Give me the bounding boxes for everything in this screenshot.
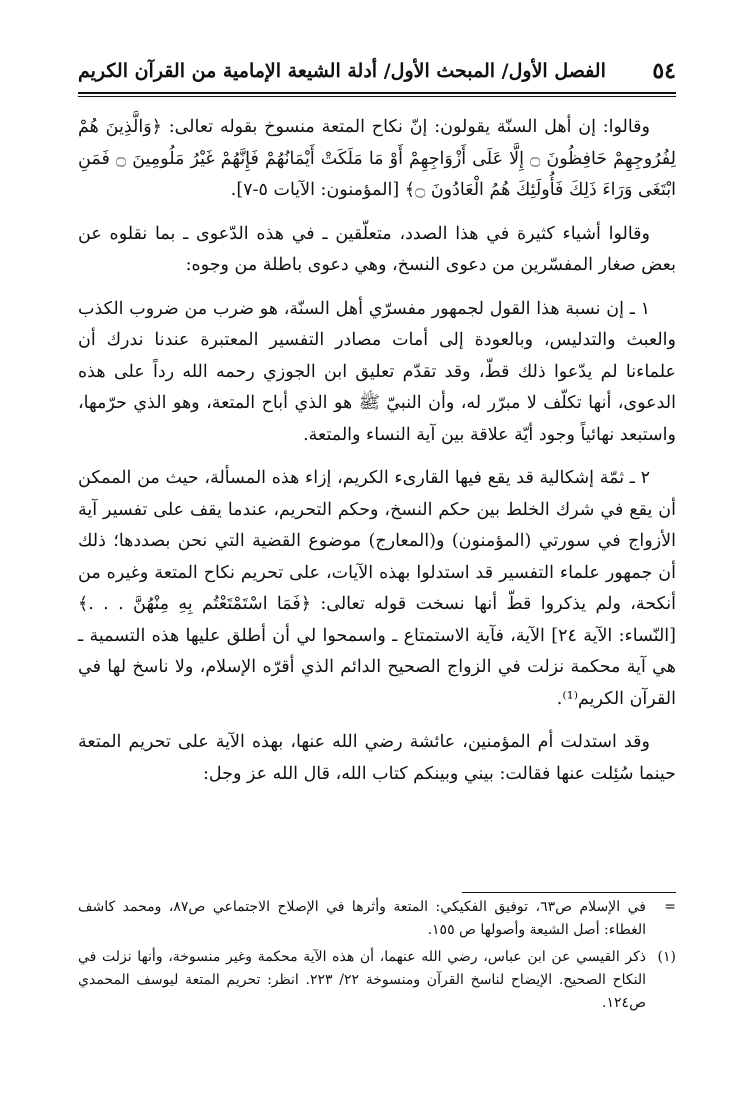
footnote-continued — [78, 896, 676, 942]
main-text — [78, 112, 676, 802]
page-header — [78, 56, 676, 90]
header-rule — [78, 92, 676, 94]
paragraph-3: ١ ـ إن نسبة هذا القول لجمهور مفسرّي أهل السنّة، هو ضرب من ضروب الكذب والعبث والتدليس، وبالعودة إلى أمات مصادر التفسير المعتبرة عندنا ندرك أن علماءنا لم يدّعوا ذلك قطّ، وقد تقدّم تعليق ابن الجوزي رحمه الله رداً على هذه الدعوى، أنها تكلّف لا مبرّر له، وأن النبيّ ﷺ هو الذي أباح المتعة، وهو الذي حرّمها، واستبعد نهائياً وجود أيّة علاقة بين آية النساء والمتعة. — [78, 298, 676, 445]
footnote-mark: = — [664, 899, 676, 915]
footnotes — [78, 896, 676, 1019]
footnote-separator — [462, 892, 676, 893]
paragraph-1: وقالوا: إن أهل السنّة يقولون: إنّ نكاح المتعة منسوخ بقوله تعالى: ﴿وَالَّذِينَ هُمْ لِفُرُوجِهِمْ حَافِظُونَ ۝ إِلَّا عَلَى أَزْوَاجِهِمْ أَوْ مَا مَلَكَتْ أَيْمَانُهُمْ فَإِنَّهُمْ غَيْرُ مَلُومِينَ ۝ فَمَنِ ابْتَغَى وَرَاءَ ذَلِكَ فَأُولَئِكَ هُمُ الْعَادُونَ ۝﴾ [المؤمنون: الآيات ٥-٧]. — [78, 117, 676, 200]
running-title: الفصل الأول/ المبحث الأول/ أدلة الشيعة الإمامية من القرآن الكريم — [78, 60, 606, 82]
page-number: ٥٤ — [652, 58, 676, 84]
footnote-mark: (١) — [657, 949, 676, 965]
paragraph-4: ٢ ـ ثمّة إشكالية قد يقع فيها القارىء الكريم، إزاء هذه المسألة، حيث من الممكن أن يقع في شرك الخلط بين حكم النسخ، وحكم التحريم، عندما يقف على تفسير آية الأزواج في سورتي (المؤمنون) و(المعارج) موضوع القضية التي نحن بصددها؛ ذلك أن جمهور علماء التفسير قد استدلوا بهذه الآيات، على تحريم نكاح المتعة وغيره من أنكحة، ولم يذكروا قطّ أنها نسخت قوله تعالى: ﴿فَمَا اسْتَمْتَعْتُم بِهِ مِنْهُنَّ . . .﴾ [النّساء: الآية ٢٤] الآية، فآية الاستمتاع ـ واسمحوا لي أن أطلق عليها هذه التسمية ـ هي آية محكمة نزلت في الزواج الصحيح الدائم الذي أقرّه الإسلام، ولا ناسخ لها في القرآن الكريم⁽¹⁾. — [78, 468, 676, 709]
footnote-text: ذكر القيسي عن ابن عباس، رضي الله عنهما، أن هذه الآية محكمة وغير منسوخة، وأنها نزلت في النكاح الصحيح. الإيضاح لناسخ القرآن ومنسوخة ٢٢/ ٢٢٣. انظر: تحريم المتعة ليوسف المحمدي ص١٢٤. — [78, 949, 646, 1011]
footnote-text: في الإسلام ص٦٣، توفيق الفكيكي: المتعة وأثرها في الإصلاح الاجتماعي ص٨٧، ومحمد كاشف الغطاء: أصل الشيعة وأصولها ص ١٥٥. — [78, 899, 646, 938]
paragraph-5: وقد استدلت أم المؤمنين، عائشة رضي الله عنها، بهذه الآية على تحريم المتعة حينما سُئِلت عنها فقالت: بيني وبينكم كتاب الله، قال الله عز وجل: — [78, 732, 676, 784]
header-rule-thin — [78, 96, 676, 97]
footnote-1 — [78, 946, 676, 1015]
paragraph-2: وقالوا أشياء كثيرة في هذا الصدد، متعلّقين ـ في هذه الدّعوى ـ بما نقلوه عن بعض صغار المفسّرين من دعوى النسخ، وهي دعوى باطلة من وجوه: — [78, 223, 676, 275]
